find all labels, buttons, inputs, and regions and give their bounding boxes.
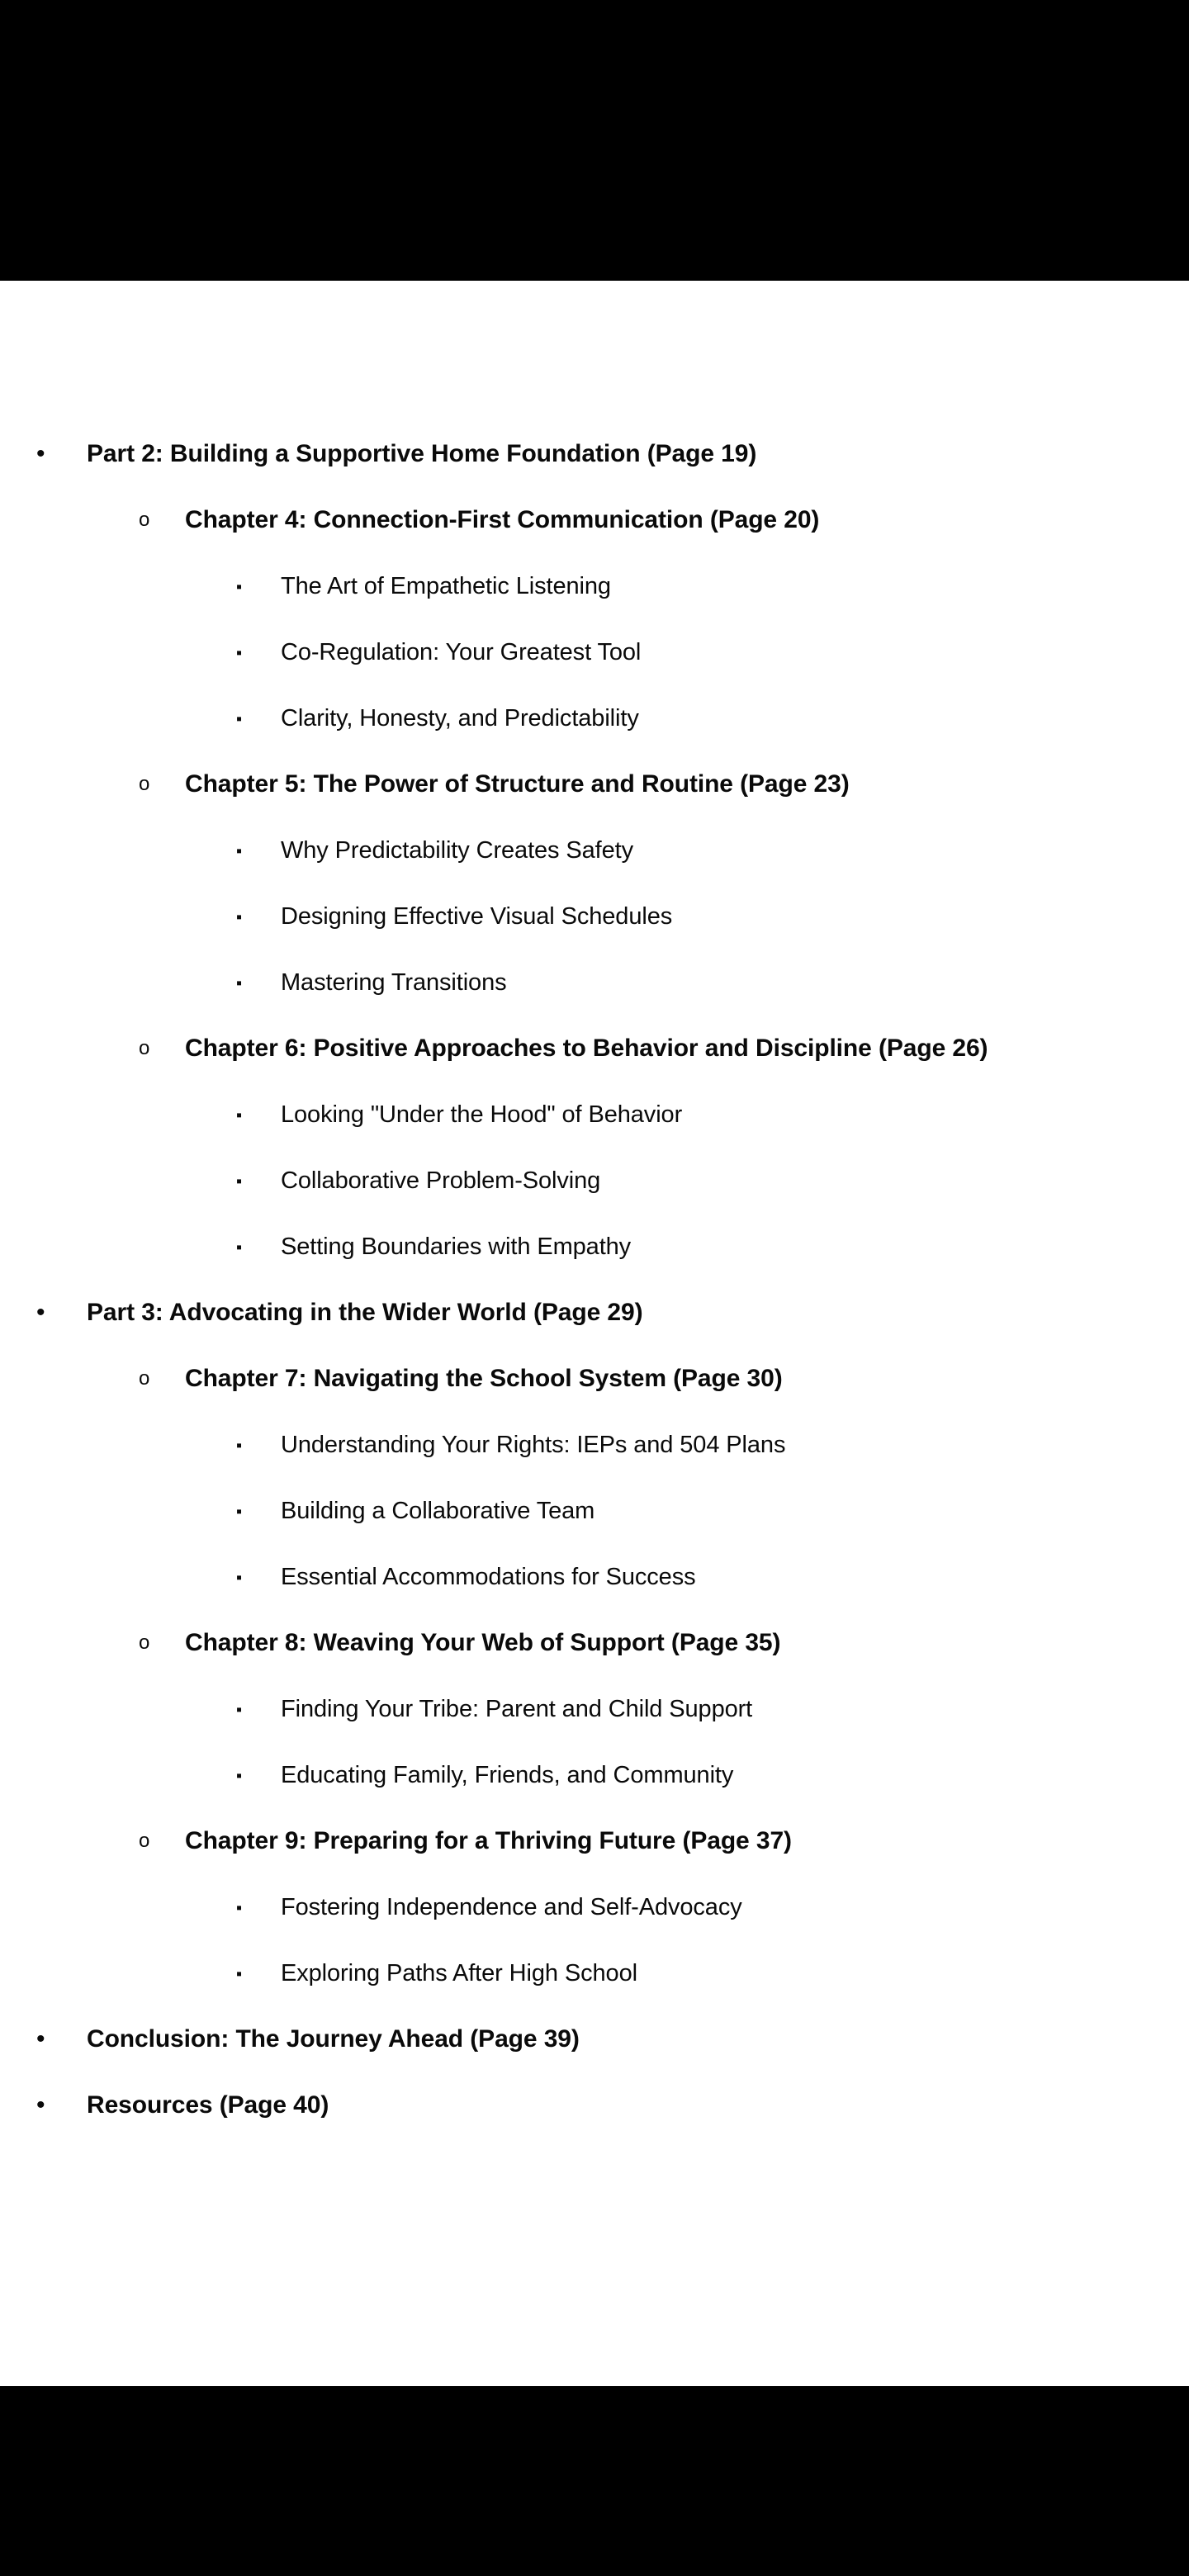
bullet-marker-level-3-icon: ▪ — [236, 1503, 243, 1521]
toc-item-label: Looking "Under the Hood" of Behavior — [281, 1101, 683, 1128]
bullet-marker-level-3-icon: ▪ — [236, 1899, 243, 1917]
bullet-marker-level-2-icon: o — [139, 1367, 150, 1390]
bullet-marker-level-3-icon: ▪ — [236, 908, 243, 926]
bullet-marker-level-2-icon: o — [139, 773, 150, 795]
bullet-marker-level-2-icon: o — [139, 1037, 150, 1059]
toc-item-level-3[interactable] — [0, 883, 1189, 949]
document-page — [0, 281, 1189, 2386]
toc-item-label: Co-Regulation: Your Greatest Tool — [281, 639, 642, 665]
toc-item-level-3[interactable] — [0, 1544, 1189, 1610]
toc-item-level-3[interactable] — [0, 1478, 1189, 1544]
bullet-marker-level-3-icon: ▪ — [236, 1569, 243, 1587]
toc-item-label: Resources (Page 40) — [87, 2091, 329, 2119]
toc-item-level-2[interactable] — [0, 751, 1189, 817]
bullet-marker-level-2-icon: o — [139, 1830, 150, 1852]
letterbox-top-bar — [0, 0, 1189, 281]
bullet-marker-level-2-icon: o — [139, 509, 150, 531]
toc-item-level-3[interactable] — [0, 1676, 1189, 1742]
toc-item-level-2[interactable] — [0, 1808, 1189, 1874]
toc-item-label: The Art of Empathetic Listening — [281, 573, 611, 599]
bullet-marker-level-3-icon: ▪ — [236, 974, 243, 992]
bullet-marker-level-1-icon: • — [36, 2091, 45, 2119]
toc-item-label: Chapter 5: The Power of Structure and Routine (Page 23) — [185, 770, 850, 798]
bullet-marker-level-2-icon: o — [139, 1631, 150, 1654]
toc-item-level-2[interactable] — [0, 487, 1189, 553]
toc-item-label: Chapter 8: Weaving Your Web of Support (Page 35) — [185, 1629, 781, 1656]
toc-item-label: Collaborative Problem-Solving — [281, 1167, 601, 1194]
toc-item-label: Educating Family, Friends, and Community — [281, 1762, 734, 1788]
toc-item-label: Designing Effective Visual Schedules — [281, 903, 673, 930]
toc-item-label: Chapter 4: Connection-First Communication (Page 20) — [185, 506, 820, 533]
toc-item-level-1[interactable] — [0, 1280, 1189, 1346]
toc-item-label: Exploring Paths After High School — [281, 1960, 637, 1986]
toc-item-level-3[interactable] — [0, 1940, 1189, 2006]
toc-item-level-2[interactable] — [0, 1610, 1189, 1676]
toc-item-label: Essential Accommodations for Success — [281, 1564, 696, 1590]
toc-item-level-2[interactable] — [0, 1016, 1189, 1082]
toc-item-level-3[interactable] — [0, 1742, 1189, 1808]
bullet-marker-level-3-icon: ▪ — [236, 1767, 243, 1785]
letterbox-bottom-bar — [0, 2386, 1189, 2576]
bullet-marker-level-3-icon: ▪ — [236, 644, 243, 662]
bullet-marker-level-3-icon: ▪ — [236, 842, 243, 860]
toc-item-label: Part 3: Advocating in the Wider World (Page 29) — [87, 1299, 643, 1326]
bullet-marker-level-1-icon: • — [36, 440, 45, 467]
toc-item-label: Understanding Your Rights: IEPs and 504 Plans — [281, 1432, 786, 1458]
bullet-marker-level-3-icon: ▪ — [236, 1965, 243, 1983]
toc-item-level-3[interactable] — [0, 553, 1189, 619]
toc-item-label: Building a Collaborative Team — [281, 1498, 595, 1524]
toc-item-label: Finding Your Tribe: Parent and Child Support — [281, 1696, 753, 1722]
toc-item-level-3[interactable] — [0, 685, 1189, 751]
toc-item-label: Fostering Independence and Self-Advocacy — [281, 1894, 742, 1920]
bullet-marker-level-3-icon: ▪ — [236, 1172, 243, 1191]
bullet-marker-level-3-icon: ▪ — [236, 1238, 243, 1257]
toc-item-label: Clarity, Honesty, and Predictability — [281, 705, 639, 732]
toc-item-level-3[interactable] — [0, 1148, 1189, 1214]
bullet-marker-level-3-icon: ▪ — [236, 578, 243, 596]
toc-item-level-3[interactable] — [0, 1874, 1189, 1940]
toc-item-label: Why Predictability Creates Safety — [281, 837, 634, 864]
toc-item-level-3[interactable] — [0, 949, 1189, 1016]
bullet-marker-level-3-icon: ▪ — [236, 1701, 243, 1719]
bullet-marker-level-3-icon: ▪ — [236, 1437, 243, 1455]
bullet-marker-level-1-icon: • — [36, 1299, 45, 1326]
toc-item-label: Chapter 9: Preparing for a Thriving Future (Page 37) — [185, 1827, 792, 1854]
toc-item-label: Chapter 7: Navigating the School System (Page 30) — [185, 1365, 783, 1392]
toc-item-level-1[interactable] — [0, 2072, 1189, 2138]
toc-item-label: Chapter 6: Positive Approaches to Behavior and Discipline (Page 26) — [185, 1035, 988, 1062]
toc-item-level-3[interactable] — [0, 1412, 1189, 1478]
toc-item-level-3[interactable] — [0, 1214, 1189, 1280]
toc-item-level-2[interactable] — [0, 1346, 1189, 1412]
bullet-marker-level-1-icon: • — [36, 2025, 45, 2053]
toc-item-label: Mastering Transitions — [281, 969, 507, 996]
toc-item-label: Setting Boundaries with Empathy — [281, 1234, 632, 1260]
toc-item-level-3[interactable] — [0, 1082, 1189, 1148]
toc-item-level-3[interactable] — [0, 619, 1189, 685]
toc-item-level-1[interactable] — [0, 2006, 1189, 2072]
toc-item-label: Part 2: Building a Supportive Home Foundation (Page 19) — [87, 440, 757, 467]
toc-item-level-3[interactable] — [0, 817, 1189, 883]
toc-item-label: Conclusion: The Journey Ahead (Page 39) — [87, 2025, 580, 2053]
toc-item-level-1[interactable] — [0, 421, 1189, 487]
bullet-marker-level-3-icon: ▪ — [236, 710, 243, 728]
bullet-marker-level-3-icon: ▪ — [236, 1106, 243, 1125]
